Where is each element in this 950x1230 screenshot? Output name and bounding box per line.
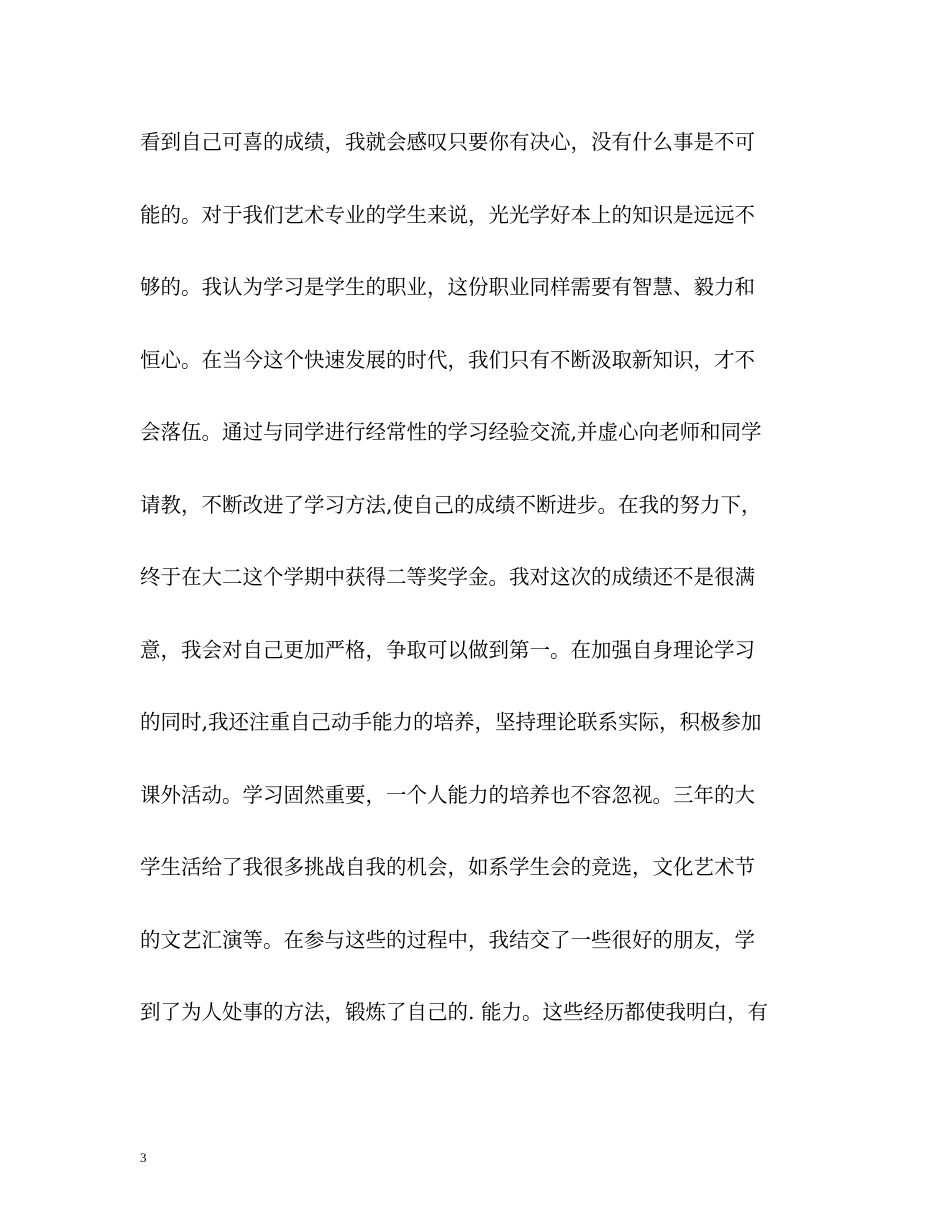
text-line: 的文艺汇演等。在参与这些的过程中，我结交了一些很好的朋友，学 bbox=[140, 927, 755, 952]
text-line: 到了为人处事的方法，锻炼了自己的. 能力。这些经历都使我明白，有 bbox=[140, 1000, 769, 1024]
text-line: 看到自己可喜的成绩，我就会感叹只要你有决心，没有什么事是不可 bbox=[140, 130, 755, 154]
text-line: 够的。我认为学习是学生的职业，这份职业同样需要有智慧、毅力和 bbox=[140, 275, 755, 299]
text-line: 课外活动。学习固然重要，一个人能力的培养也不容忽视。三年的大 bbox=[140, 782, 755, 807]
text-line: 能的。对于我们艺术专业的学生来说，光光学好本上的知识是远远不 bbox=[140, 202, 755, 227]
page-number: 3 bbox=[140, 1150, 147, 1165]
text-line: 意，我会对自己更加严格，争取可以做到第一。在加强自身理论学习 bbox=[140, 637, 755, 662]
body-text bbox=[140, 124, 820, 1067]
text-line: 终于在大二这个学期中获得二等奖学金。我对这次的成绩还不是很满 bbox=[140, 565, 755, 589]
text-line: 恒心。在当今这个快速发展的时代，我们只有不断汲取新知识，才不 bbox=[140, 347, 755, 372]
text-line: 会落伍。通过与同学进行经常性的学习经验交流,并虚心向老师和同学 bbox=[140, 420, 762, 444]
text-line: 学生活给了我很多挑战自我的机会，如系学生会的竞选，文化艺术节 bbox=[140, 855, 755, 879]
text-line: 请教，不断改进了学习方法,使自己的成绩不断进步。在我的努力下， bbox=[140, 492, 762, 517]
text-line: 的同时,我还注重自己动手能力的培养，坚持理论联系实际，积极参加 bbox=[140, 710, 762, 734]
